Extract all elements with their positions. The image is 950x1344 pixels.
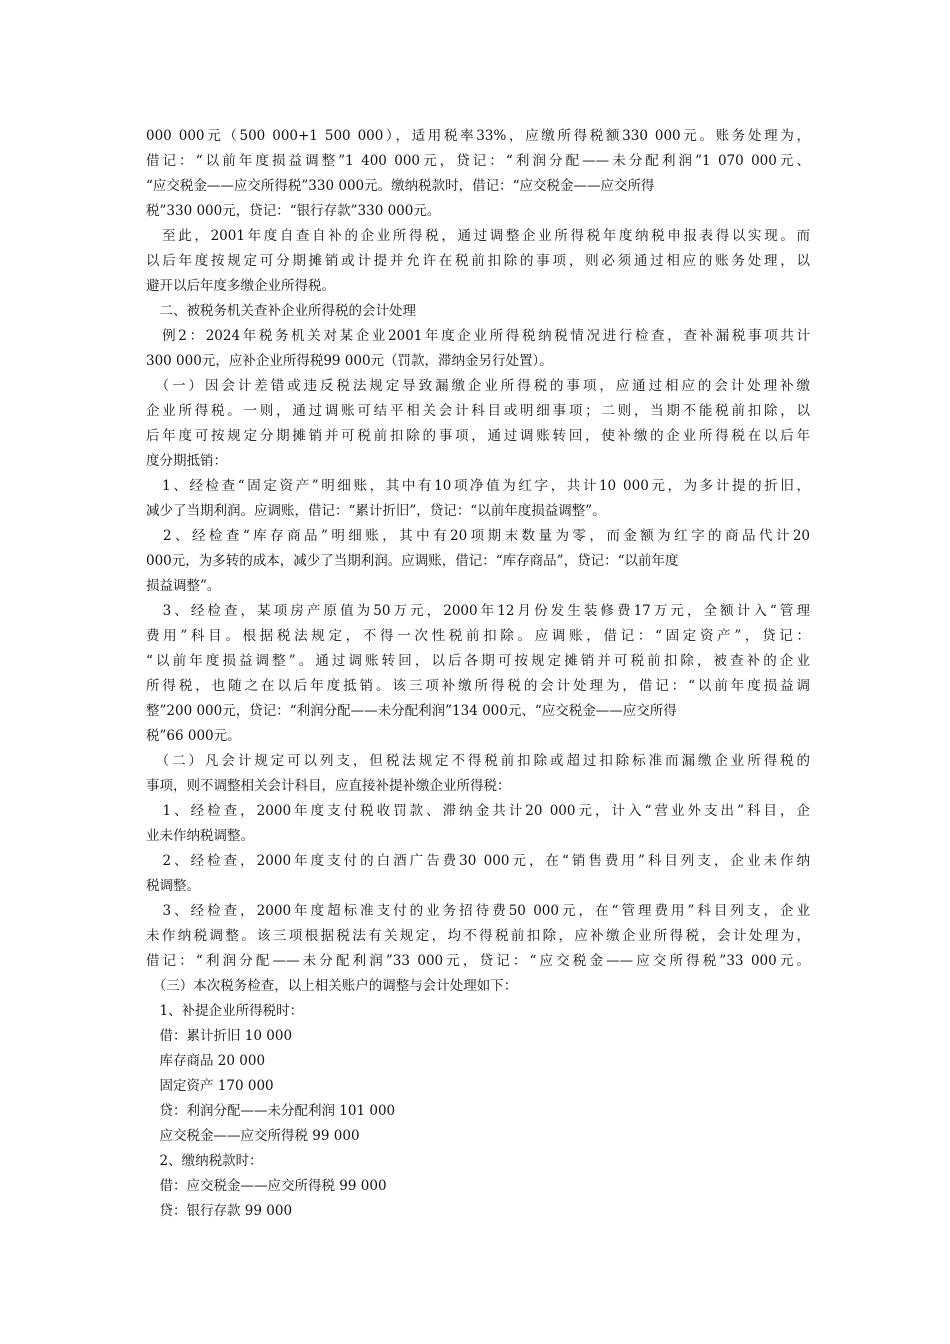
journal-entry-line: 贷：利润分配——未分配利润 101 000 bbox=[146, 1103, 396, 1119]
text-line: 借记：“利润分配——未分配利润”33 000元，贷记：“应交税金——应交所得税”33 000元。 bbox=[146, 953, 810, 969]
text-line: 企业所得税。一则，通过调账可结平相关会计科目或明细事项；二则，当期不能税前扣除，以 bbox=[146, 403, 810, 419]
text-line: 000 000元（500 000+1 500 000），适用税率33%，应缴所得税额330 000元。账务处理为， bbox=[146, 128, 810, 144]
text-line: “应交税金——应交所得税”330 000元。缴纳税款时，借记：“应交税金——应交所得 bbox=[146, 178, 655, 194]
text-line: 000元，为多转的成本，减少了当期利润。应调账，借记：“库存商品”，贷记：“以前年度 bbox=[146, 553, 679, 569]
document-page bbox=[146, 124, 810, 1224]
text-line: 后年度可按规定分期摊销并可税前扣除的事项，通过调账转回，使补缴的企业所得税在以后年 bbox=[146, 428, 810, 444]
text-line: 1、经检查，2000年度支付税收罚款、滞纳金共计20 000元，计入“营业外支出”科目，企 bbox=[146, 803, 810, 819]
text-line: 2、经检查，2000年度支付的白酒广告费30 000元，在“销售费用”科目列支，企业未作纳 bbox=[146, 853, 810, 869]
text-line: 税调整。 bbox=[146, 878, 200, 894]
journal-entry-line: 借：应交税金——应交所得税 99 000 bbox=[146, 1178, 387, 1194]
text-line: （一）因会计差错或违反税法规定导致漏缴企业所得税的事项，应通过相应的会计处理补缴 bbox=[146, 378, 810, 394]
text-line: （三）本次税务检查，以上相关账户的调整与会计处理如下： bbox=[146, 978, 518, 994]
text-line: 所得税，也随之在以后年度抵销。该三项补缴所得税的会计处理为，借记：“以前年度损益调 bbox=[146, 678, 810, 694]
text-line: 避开以后年度多缴企业所得税。 bbox=[146, 278, 335, 294]
text-line: 1、经检查“固定资产”明细账，其中有10项净值为红字，共计10 000元，为多计提的折旧， bbox=[146, 478, 810, 494]
text-line: 事项，则不调整相关会计科目，应直接补提补缴企业所得税： bbox=[146, 778, 511, 794]
text-line: 整”200 000元，贷记：“利润分配——未分配利润”134 000元、“应交税金——应交所得 bbox=[146, 703, 677, 719]
journal-entry-line: 应交税金——应交所得税 99 000 bbox=[146, 1128, 360, 1144]
text-line: 以后年度按规定可分期摊销或计提并允许在税前扣除的事项，则必须通过相应的账务处理，以 bbox=[146, 253, 810, 269]
journal-entry-heading: 2、缴纳税款时： bbox=[146, 1153, 263, 1169]
journal-entry-heading: 1、补提企业所得税时： bbox=[146, 1003, 304, 1019]
text-line: 300 000元，应补企业所得税99 000元（罚款，滞纳金另行处置）。 bbox=[146, 353, 553, 369]
journal-entry-line: 贷：银行存款 99 000 bbox=[146, 1203, 293, 1219]
section-heading: 二、被税务机关查补企业所得税的会计处理 bbox=[146, 303, 416, 319]
text-line: 3、经检查，2000年度超标准支付的业务招待费50 000元，在“管理费用”科目列支，企业 bbox=[146, 903, 810, 919]
text-line: “以前年度损益调整”。通过调账转回，以后各期可按规定摊销并可税前扣除，被查补的企业 bbox=[146, 653, 810, 669]
text-line: （二）凡会计规定可以列支，但税法规定不得税前扣除或超过扣除标准而漏缴企业所得税的 bbox=[146, 753, 810, 769]
text-line: 费用”科目。根据税法规定，不得一次性税前扣除。应调账，借记：“固定资产”，贷记： bbox=[146, 628, 810, 644]
text-line: 税”330 000元，贷记：“银行存款”330 000元。 bbox=[146, 203, 441, 219]
text-line: 度分期抵销： bbox=[146, 453, 227, 469]
journal-entry-line: 库存商品 20 000 bbox=[146, 1053, 266, 1069]
text-line: 损益调整”。 bbox=[146, 578, 221, 594]
text-line: 2、经检查“库存商品”明细账，其中有20项期末数量为零，而金额为红字的商品代计20 bbox=[146, 528, 810, 544]
text-line: 借记：“以前年度损益调整”1 400 000元，贷记：“利润分配——未分配利润”1 070 000元、 bbox=[146, 153, 810, 169]
text-line: 至此，2001年度自查自补的企业所得税，通过调整企业所得税年度纳税申报表得以实现。而 bbox=[146, 228, 810, 244]
journal-entry-line: 借：累计折旧 10 000 bbox=[146, 1028, 293, 1044]
text-line: 减少了当期利润。应调账，借记：“累计折旧”，贷记：“以前年度损益调整”。 bbox=[146, 503, 606, 519]
journal-entry-line: 固定资产 170 000 bbox=[146, 1078, 274, 1094]
text-line: 3、经检查，某项房产原值为50万元，2000年12月份发生装修费17万元，全额计入“管理 bbox=[146, 603, 810, 619]
text-line: 未作纳税调整。该三项根据税法有关规定，均不得税前扣除，应补缴企业所得税，会计处理为， bbox=[146, 928, 810, 944]
text-line: 业未作纳税调整。 bbox=[146, 828, 254, 844]
text-line: 例2：2024年税务机关对某企业2001年度企业所得税纳税情况进行检查，查补漏税事项共计 bbox=[146, 328, 810, 344]
text-line: 税”66 000元。 bbox=[146, 728, 241, 744]
